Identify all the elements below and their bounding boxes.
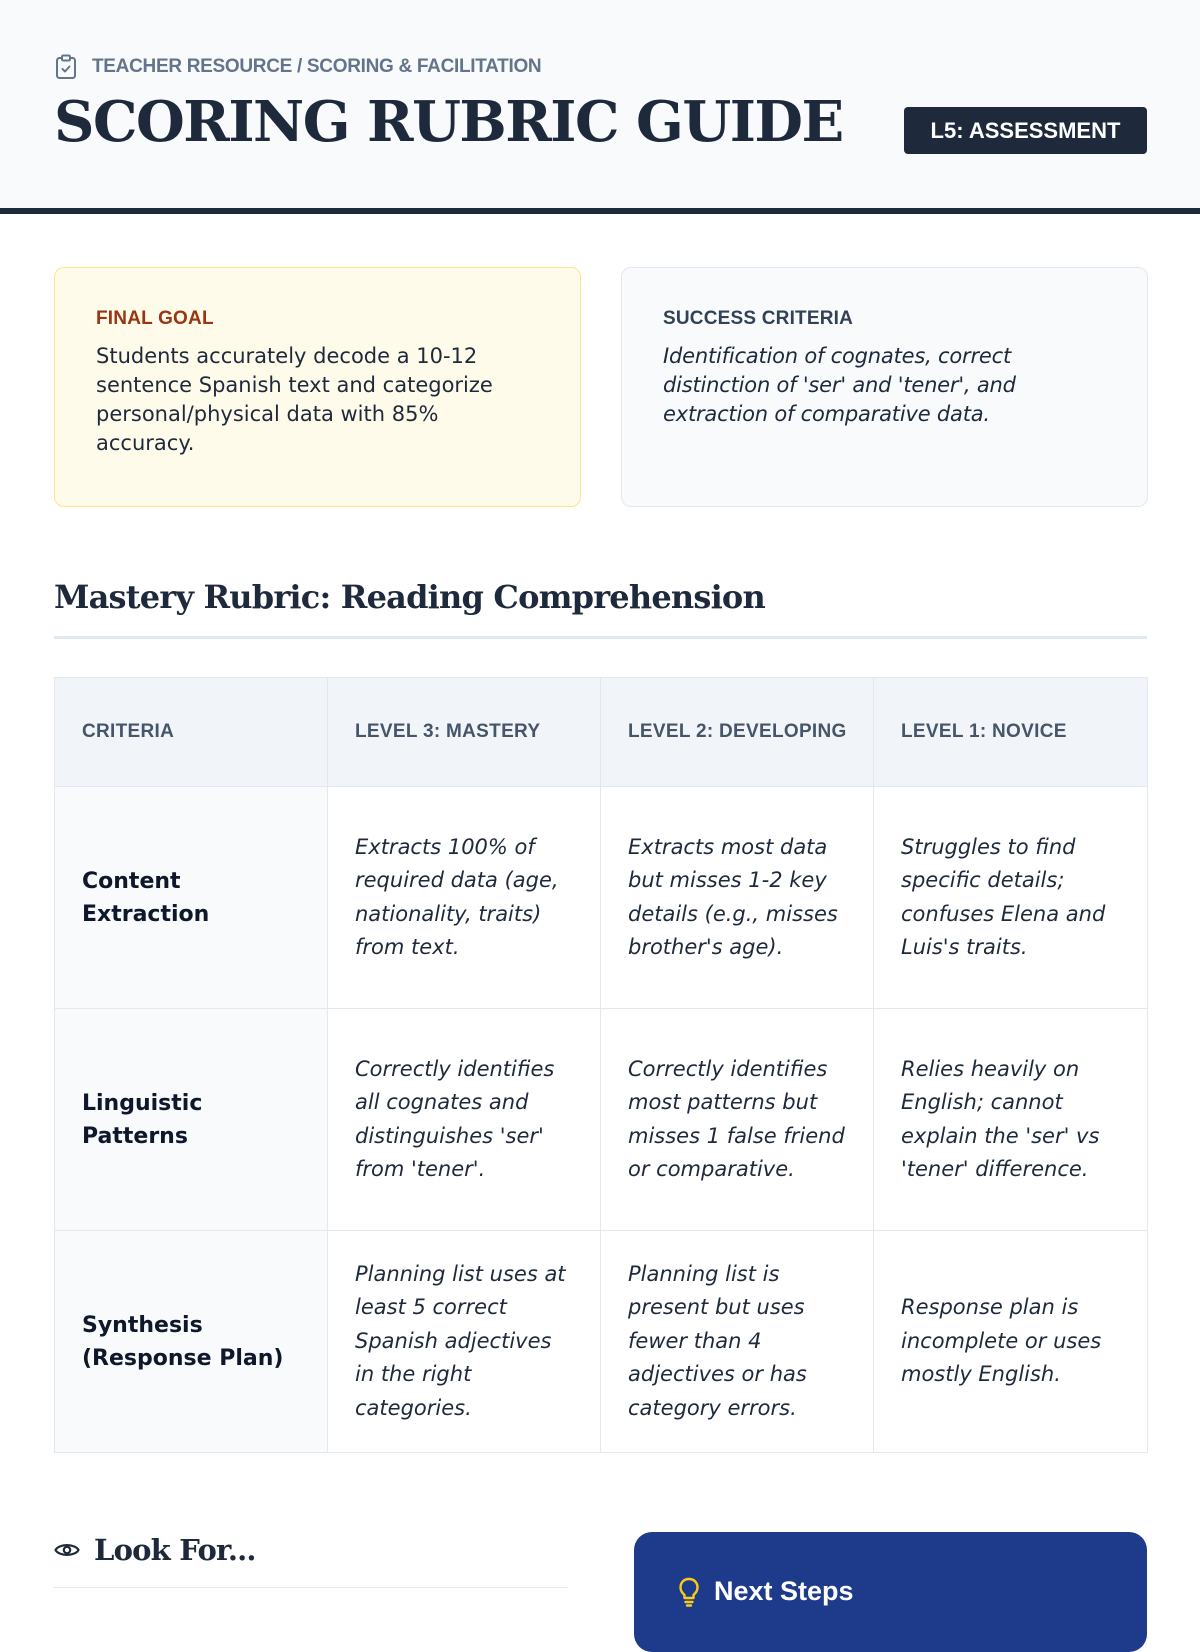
lightbulb-icon [678,1577,700,1607]
criteria-cell: Linguistic Patterns [55,1009,328,1231]
rubric-table [54,677,1148,1453]
final-goal-card [54,267,581,507]
developing-cell: Correctly identifies most patterns but misses 1 false friend or comparative. [601,1009,874,1231]
page-header [0,0,1200,214]
final-goal-label: FINAL GOAL [96,308,214,329]
level-badge: L5: ASSESSMENT [904,107,1147,154]
page-title: SCORING RUBRIC GUIDE [54,89,843,155]
look-for-section [54,1530,568,1588]
developing-cell: Planning list is present but uses fewer than 4 adjectives or has category errors. [601,1231,874,1453]
success-criteria-card [621,267,1148,507]
eye-icon [54,1540,80,1560]
column-header-mastery: LEVEL 3: MASTERY [328,678,601,787]
mastery-cell: Planning list uses at least 5 correct Spanish adjectives in the right categories. [328,1231,601,1453]
column-header-novice: LEVEL 1: NOVICE [874,678,1148,787]
novice-cell: Response plan is incomplete or uses mostly English. [874,1231,1148,1453]
column-header-developing: LEVEL 2: DEVELOPING [601,678,874,787]
mastery-cell: Correctly identifies all cognates and distinguishes 'ser' from 'tener'. [328,1009,601,1231]
criteria-cell: Synthesis (Response Plan) [55,1231,328,1453]
next-steps-header [678,1576,854,1607]
criteria-cell: Content Extraction [55,787,328,1009]
table-header-row [55,678,1148,787]
final-goal-text: Students accurately decode a 10-12 sentence Spanish text and categorize personal/physical data with 85% accuracy. [96,344,493,455]
look-for-title: Look For... [94,1533,256,1567]
table-row [55,1231,1148,1453]
next-steps-panel [634,1532,1147,1652]
clipboard-check-icon [54,54,78,80]
novice-cell: Struggles to find specific details; confuses Elena and Luis's traits. [874,787,1148,1009]
success-criteria-label: SUCCESS CRITERIA [663,308,854,329]
table-row [55,787,1148,1009]
mastery-cell: Extracts 100% of required data (age, nationality, traits) from text. [328,787,601,1009]
breadcrumb-text: TEACHER RESOURCE / SCORING & FACILITATION [92,56,542,77]
novice-cell: Relies heavily on English; cannot explain the 'ser' vs 'tener' difference. [874,1009,1148,1231]
table-row [55,1009,1148,1231]
success-criteria-text: Identification of cognates, correct distinction of 'ser' and 'tener', and extraction of comparative data. [663,344,1016,426]
column-header-criteria: CRITERIA [55,678,328,787]
breadcrumb [54,54,541,80]
developing-cell: Extracts most data but misses 1-2 key details (e.g., misses brother's age). [601,787,874,1009]
rubric-section-title: Mastery Rubric: Reading Comprehension [54,574,1147,639]
next-steps-title: Next Steps [714,1576,854,1606]
